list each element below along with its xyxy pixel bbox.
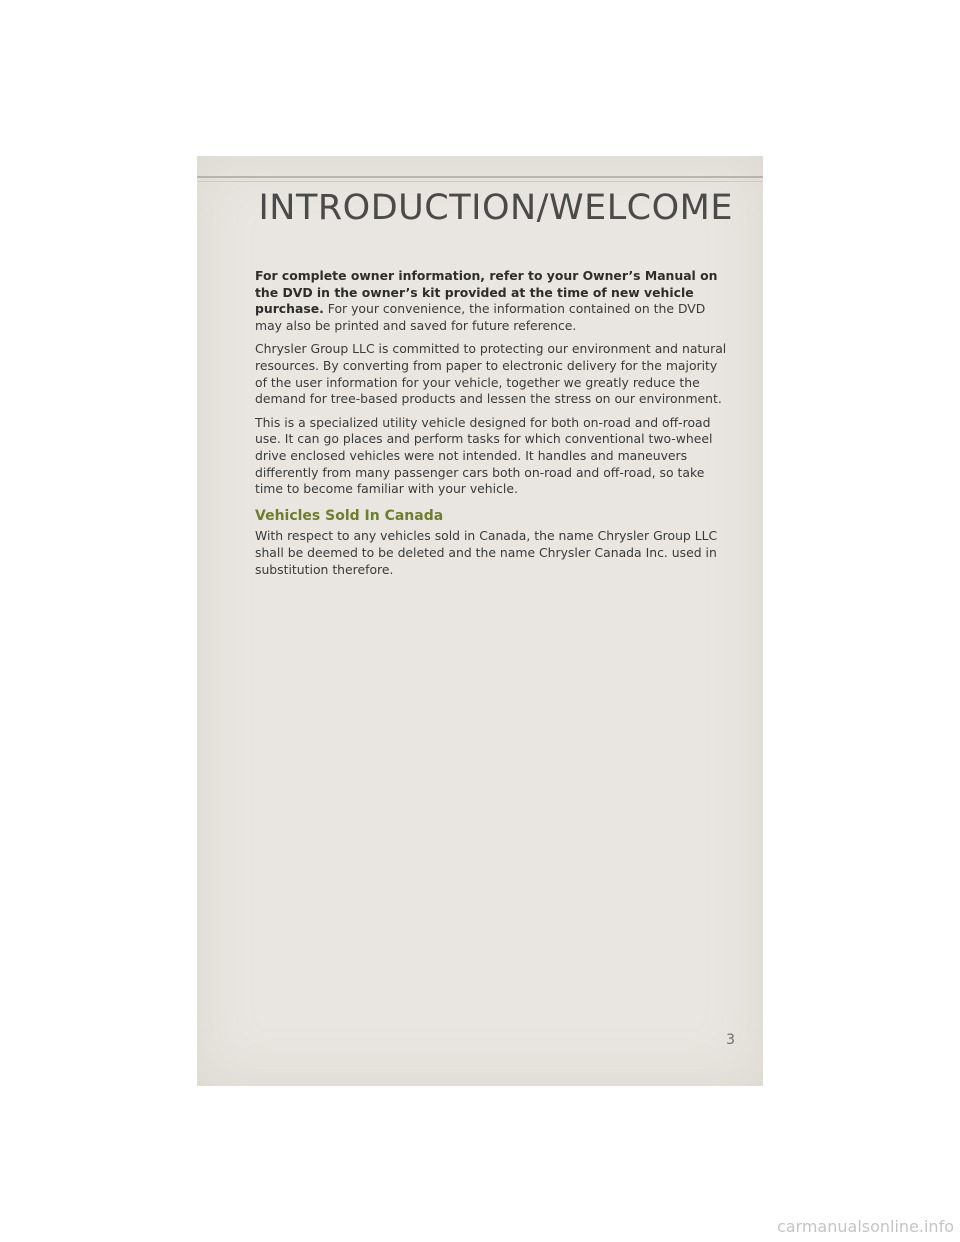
paragraph-canada: With respect to any vehicles sold in Canada, the name Chrysler Group LLC shall be deemed to be deleted and the name Chrysler Canada Inc. used in substitution therefore. (255, 528, 718, 577)
watermark: carmanualsonline.info (776, 1217, 954, 1236)
page-content (255, 268, 729, 585)
subheading-canada: Vehicles Sold In Canada (255, 507, 444, 524)
section-title: INTRODUCTION/WELCOME (258, 188, 733, 228)
header-rule-secondary (197, 181, 763, 182)
paragraph-owner-information (255, 268, 729, 334)
paragraph-owner-information-bold: For complete owner information, refer to your Owner’s Manual on the DVD in the owner’s kit provided at the time of new vehicle purchase. (255, 268, 718, 317)
header-rule (197, 176, 763, 178)
manual-page (197, 156, 763, 1086)
paragraph-owner-information-rest: For your convenience, the information contained on the DVD may also be printed and saved for future reference. (255, 301, 706, 333)
paragraph-environment: Chrysler Group LLC is committed to protecting our environment and natural resources. By converting from paper to electronic delivery for the majority of the user information for your vehicle, together we greatly reduce the demand for tree-based products and lessen the stress on our environment. (255, 341, 727, 407)
page-number: 3 (726, 1032, 735, 1048)
paragraph-utility-vehicle: This is a specialized utility vehicle designed for both on-road and off-road use. It can go places and perform tasks for which conventional two-wheel drive enclosed vehicles were not intended. It handles and maneuvers differently from many passenger cars both on-road and off-road, so take time to become familiar with your vehicle. (255, 414, 713, 497)
